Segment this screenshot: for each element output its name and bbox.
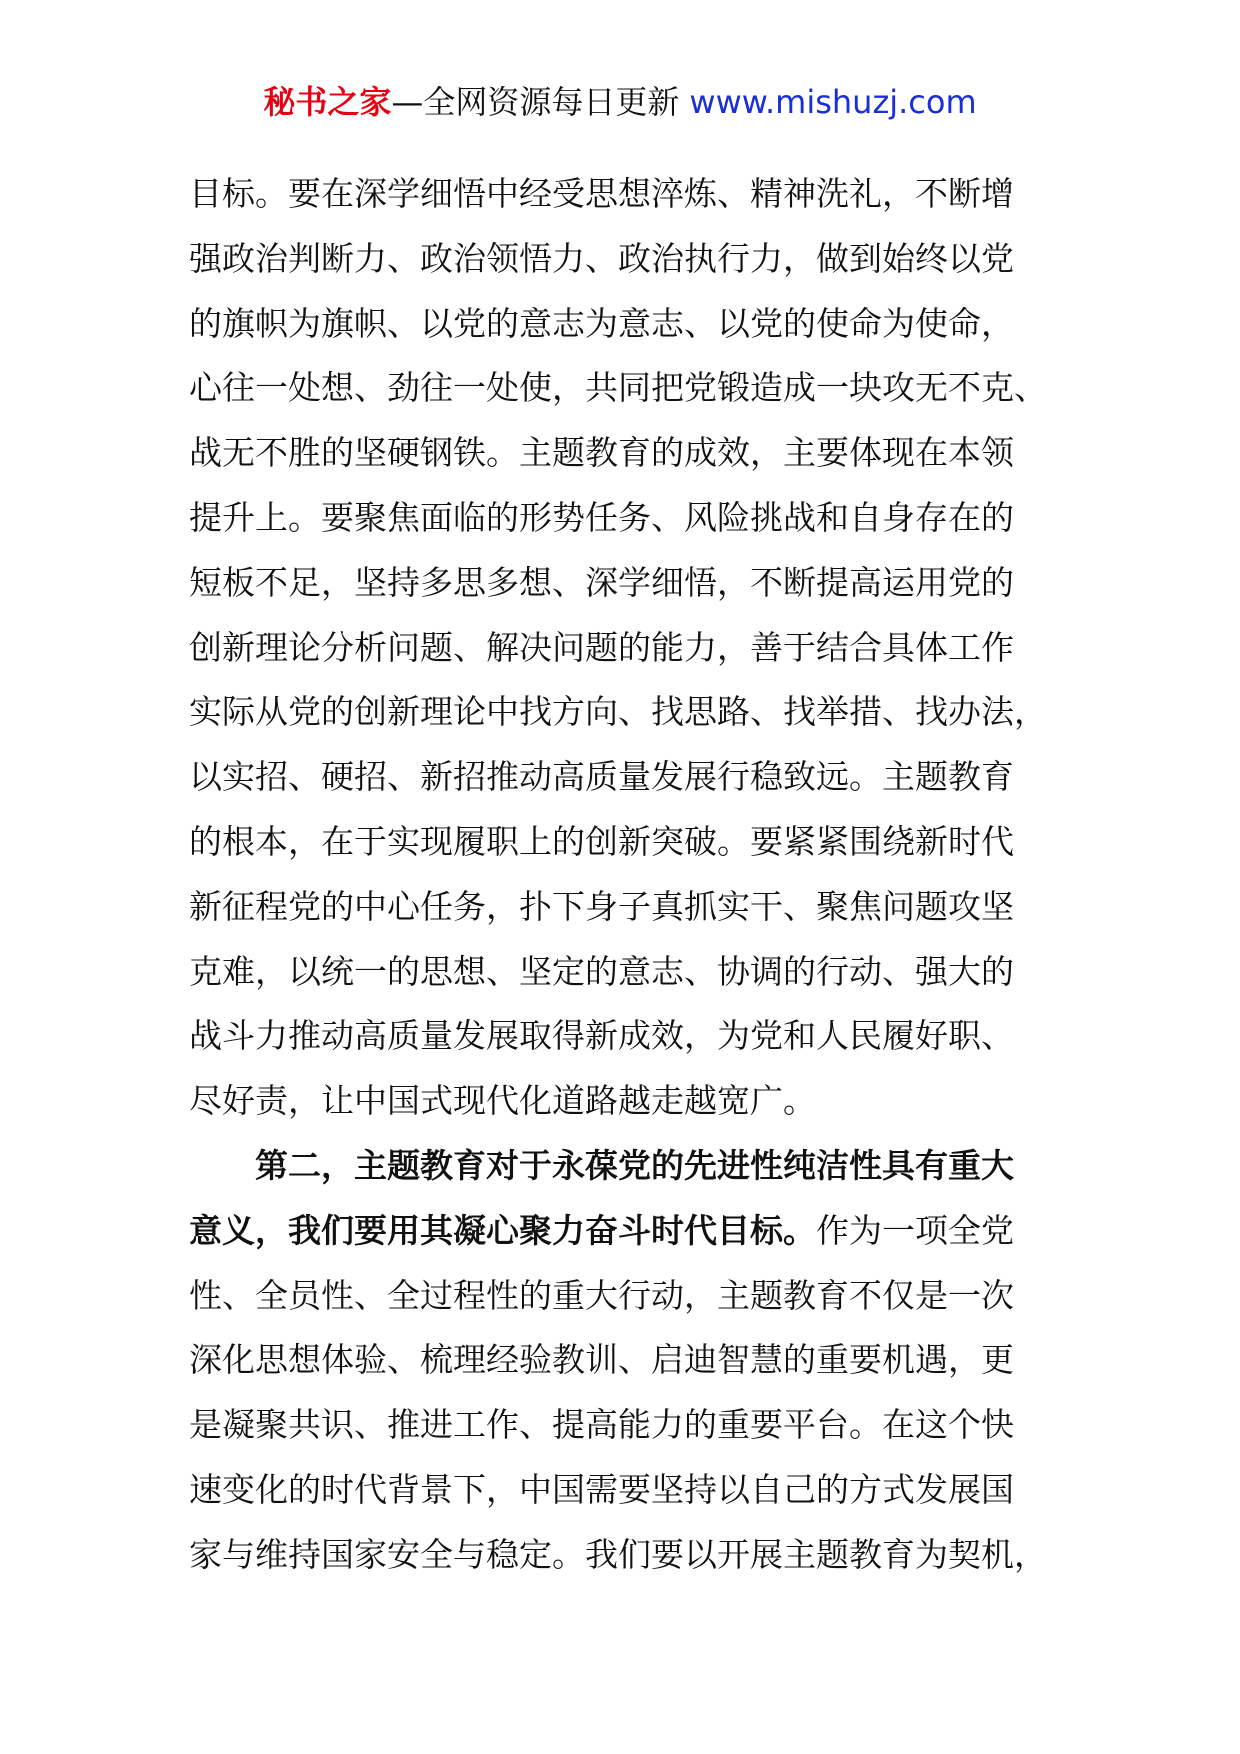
section-heading-bold-text: 意义，我们要用其凝心聚力奋斗时代目标。 xyxy=(189,1210,816,1250)
body-line-1: 目标。要在深学细悟中经受思想淬炼、精神洗礼，不断增 xyxy=(189,174,1014,213)
body-line-4: 心往一处想、劲往一处使，共同把党锻造成一块攻无不克、 xyxy=(189,368,1047,408)
body-line-6: 提升上。要聚焦面临的形势任务、风险挑战和自身存在的 xyxy=(189,497,1014,537)
body-line-11: 的根本，在于实现履职上的创新突破。要紧紧围绕新时代 xyxy=(189,821,1014,861)
body-line-7: 短板不足，坚持多思多想、深学细悟，不断提高运用党的 xyxy=(189,562,1014,602)
section-heading-rest-text: 作为一项全党 xyxy=(816,1210,1014,1250)
body-line-8: 创新理论分析问题、解决问题的能力，善于结合具体工作 xyxy=(189,627,1014,667)
section-heading-line-1: 第二，主题教育对于永葆党的先进性纯洁性具有重大 xyxy=(255,1145,1014,1185)
body-line-9: 实际从党的创新理论中找方向、找思路、找举措、找办法， xyxy=(189,692,1047,732)
section-body-line-2: 深化思想体验、梳理经验教训、启迪智慧的重要机遇，更 xyxy=(189,1340,1014,1380)
brand-name: 秘书之家 xyxy=(263,83,392,121)
section-body-line-5: 家与维持国家安全与稳定。我们要以开展主题教育为契机， xyxy=(189,1534,1047,1574)
section-heading-line-2 xyxy=(189,1199,1059,1264)
body-line-3: 的旗帜为旗帜、以党的意志为意志、以党的使命为使命， xyxy=(189,303,1014,343)
body-line-10: 以实招、硬招、新招推动高质量发展行稳致远。主题教育 xyxy=(189,757,1014,797)
site-url-link[interactable]: www.mishuzj.com xyxy=(689,83,977,121)
header-tagline: —全网资源每日更新 xyxy=(391,83,680,121)
body-line-13: 克难，以统一的思想、坚定的意志、协调的行动、强大的 xyxy=(189,951,1014,991)
body-line-5: 战无不胜的坚硬钢铁。主题教育的成效，主要体现在本领 xyxy=(189,433,1014,473)
body-line-12: 新征程党的中心任务，扑下身子真抓实干、聚焦问题攻坚 xyxy=(189,886,1014,926)
body-line-2: 强政治判断力、政治领悟力、政治执行力，做到始终以党 xyxy=(189,238,1014,278)
body-line-14: 战斗力推动高质量发展取得新成效，为党和人民履好职、 xyxy=(189,1016,1014,1056)
section-body-line-1: 性、全员性、全过程性的重大行动，主题教育不仅是一次 xyxy=(189,1275,1014,1315)
section-body-line-3: 是凝聚共识、推进工作、提高能力的重要平台。在这个快 xyxy=(189,1405,1014,1445)
section-body-line-4: 速变化的时代背景下，中国需要坚持以自己的方式发展国 xyxy=(189,1469,1014,1509)
body-line-15: 尽好责，让中国式现代化道路越走越宽广。 xyxy=(189,1081,816,1121)
page-header xyxy=(0,80,1240,124)
document-body xyxy=(189,162,1059,1588)
